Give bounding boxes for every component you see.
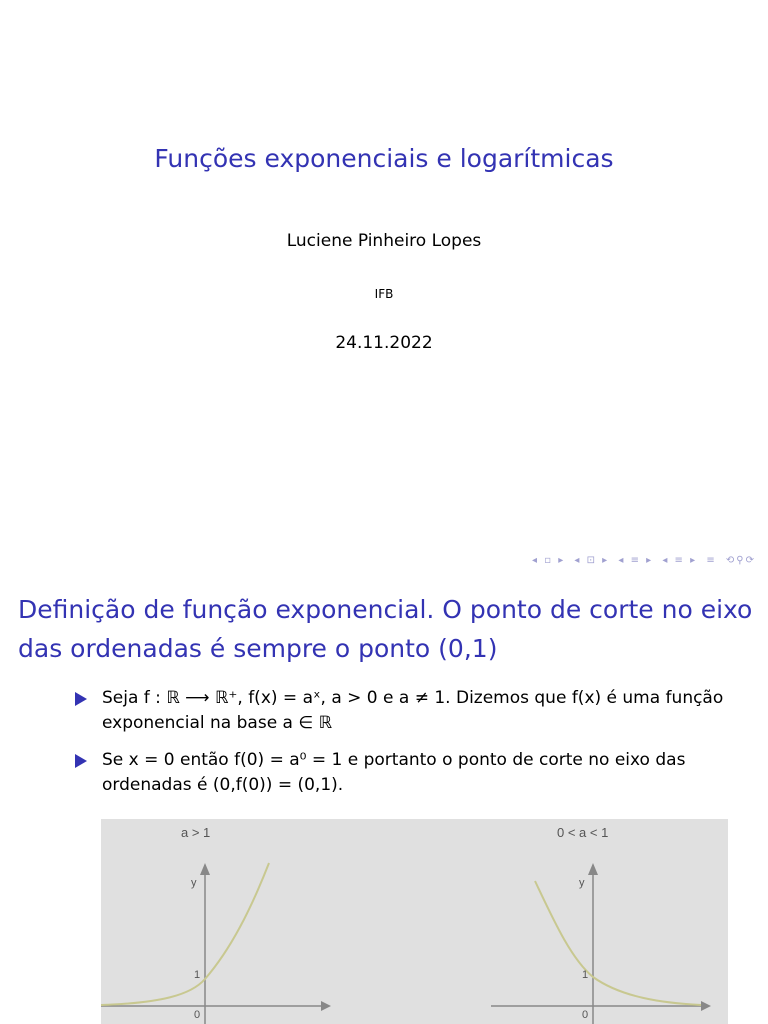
beamer-navigation[interactable] (530, 555, 758, 566)
x-arrow-right-icon (701, 1001, 711, 1011)
nav-frame-icon[interactable]: ◂ ⊡ ▸ (574, 555, 610, 566)
one-label-right: 1 (582, 969, 589, 981)
y-arrow-right-icon (588, 863, 598, 875)
nav-section-icon[interactable]: ◂ ≡ ▸ (618, 555, 654, 566)
nav-subsection-icon[interactable]: ◂ ≡ ▸ (662, 555, 698, 566)
x-arrow-left-icon (321, 1001, 331, 1011)
growth-curve (101, 863, 269, 1005)
exponential-graphs-figure (101, 819, 728, 1024)
institution: IFB (374, 287, 394, 301)
presentation-date: 24.11.2022 (335, 333, 433, 353)
bullet-list (75, 686, 735, 810)
y-axis-label-right: y (579, 877, 585, 889)
zero-label-left: 0 (194, 1009, 201, 1021)
y-arrow-left-icon (200, 863, 210, 875)
frame-title: Definição de função exponencial. O ponto de corte no eixo das ordenadas é sempre o ponto (0,1) (18, 595, 753, 663)
presentation-title: Funções exponenciais e logarítmicas (154, 144, 614, 173)
decay-curve (535, 881, 701, 1005)
right-graph-label: 0 < a < 1 (557, 825, 609, 840)
triangle-bullet-icon (75, 692, 87, 706)
list-item (75, 686, 735, 736)
nav-align-icon[interactable]: ≡ (706, 555, 717, 566)
nav-prev-frame-icon[interactable]: ◂ ▫ ▸ (532, 555, 566, 566)
bullet-text: Seja f : ℝ ⟶ ℝ⁺, f(x) = aˣ, a > 0 e a ≠ 1. Dizemos que f(x) é uma função exponencial na base a ∈ ℝ (102, 688, 724, 733)
list-item (75, 748, 735, 798)
one-label-left: 1 (194, 969, 201, 981)
graphs-svg (101, 819, 728, 1024)
nav-search-icon[interactable]: ⟲⚲⟳ (725, 555, 756, 566)
triangle-bullet-icon (75, 754, 87, 768)
y-axis-label-left: y (191, 877, 197, 889)
zero-label-right: 0 (582, 1009, 589, 1021)
slide-definition (0, 576, 768, 1024)
left-graph-label: a > 1 (181, 825, 211, 840)
author-name: Luciene Pinheiro Lopes (286, 231, 482, 251)
bullet-text: Se x = 0 então f(0) = a⁰ = 1 e portanto o ponto de corte no eixo das ordenadas é (0,f(0)) = (0,1). (102, 750, 686, 795)
